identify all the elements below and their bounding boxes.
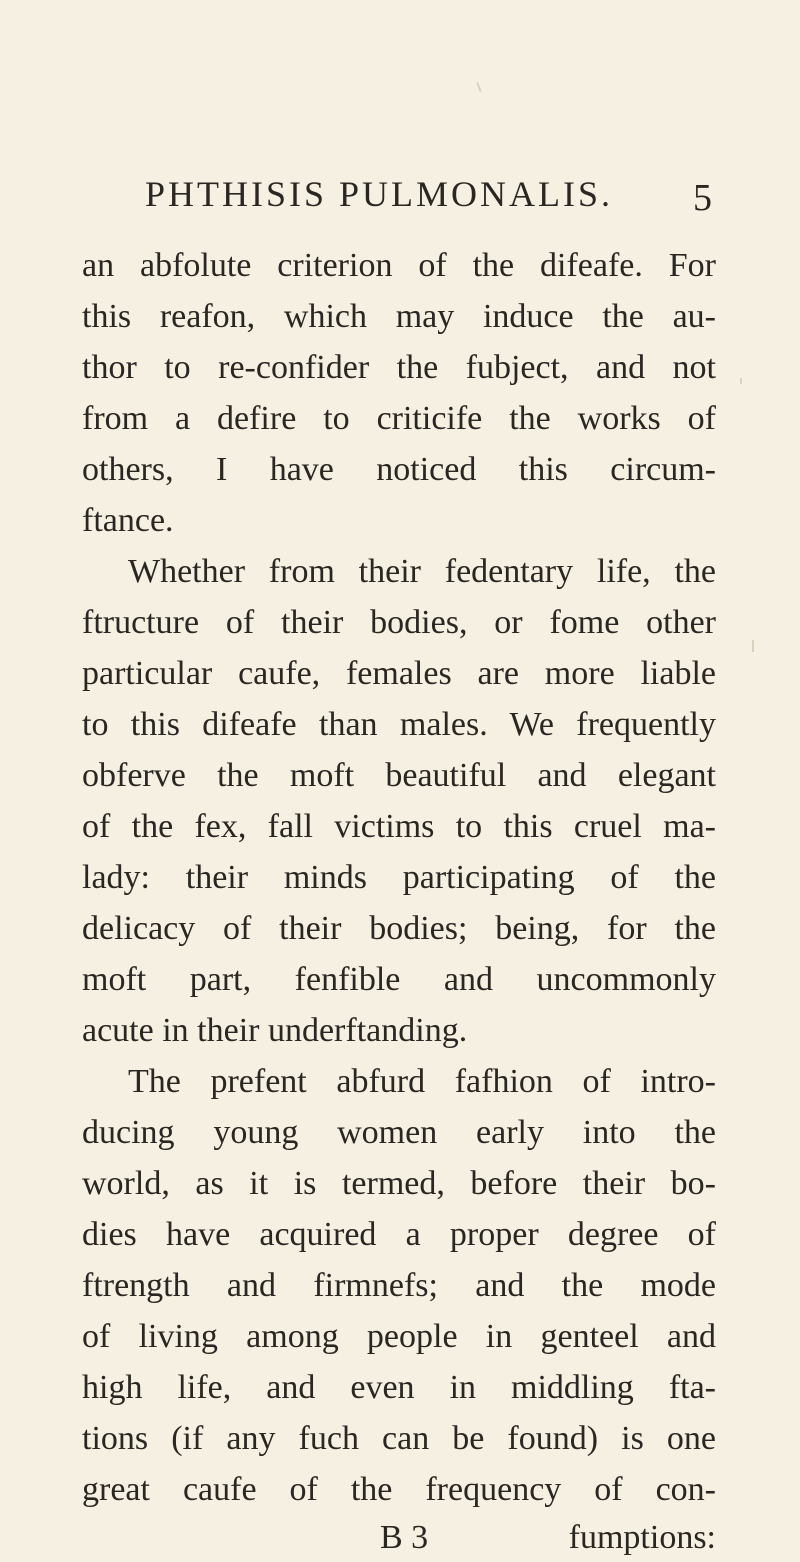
text-line: high life, and even in middling fta-	[82, 1369, 716, 1406]
text-line: ftructure of their bodies, or fome other	[82, 604, 716, 641]
text-line: to this difeafe than males. We frequently	[82, 706, 716, 743]
text-line: delicacy of their bodies; being, for the	[82, 910, 716, 947]
signature-mark: B 3	[380, 1519, 429, 1556]
text-line: of living among people in genteel and	[82, 1318, 716, 1355]
paper-speck	[752, 640, 754, 652]
text-line: Whether from their fedentary life, the	[128, 553, 716, 590]
page-number: 5	[693, 177, 715, 219]
text-line: ftrength and firmnefs; and the mode	[82, 1267, 716, 1304]
text-line: world, as it is termed, before their bo-	[82, 1165, 716, 1202]
text-line: moft part, fenfible and uncommonly	[82, 961, 716, 998]
text-line: of the fex, fall victims to this cruel ma-	[82, 808, 716, 845]
text-line: thor to re-confider the fubject, and not	[82, 349, 716, 386]
text-line: ducing young women early into the	[82, 1114, 716, 1151]
paper-speck	[740, 378, 742, 384]
text-line: The prefent abfurd fafhion of intro-	[128, 1063, 716, 1100]
running-head	[145, 174, 745, 219]
text-line: lady: their minds participating of the	[82, 859, 716, 896]
text-line: obferve the moft beautiful and elegant	[82, 757, 716, 794]
catchword: fumptions:	[568, 1519, 716, 1556]
text-line: from a defire to criticife the works of	[82, 400, 716, 437]
paper-speck	[476, 82, 481, 92]
text-line: particular caufe, females are more liable	[82, 655, 716, 692]
text-line: tions (if any fuch can be found) is one	[82, 1420, 716, 1457]
running-title: PHTHISIS PULMONALIS.	[145, 174, 614, 214]
text-line: acute in their underftanding.	[82, 1012, 468, 1049]
page-footer	[380, 1516, 716, 1560]
text-line: others, I have noticed this circum-	[82, 451, 716, 488]
text-line: ftance.	[82, 502, 174, 539]
text-line: this reafon, which may induce the au-	[82, 298, 716, 335]
text-line: dies have acquired a proper degree of	[82, 1216, 716, 1253]
text-line: an abfolute criterion of the difeafe. For	[82, 247, 716, 284]
text-line: great caufe of the frequency of con-	[82, 1471, 716, 1508]
